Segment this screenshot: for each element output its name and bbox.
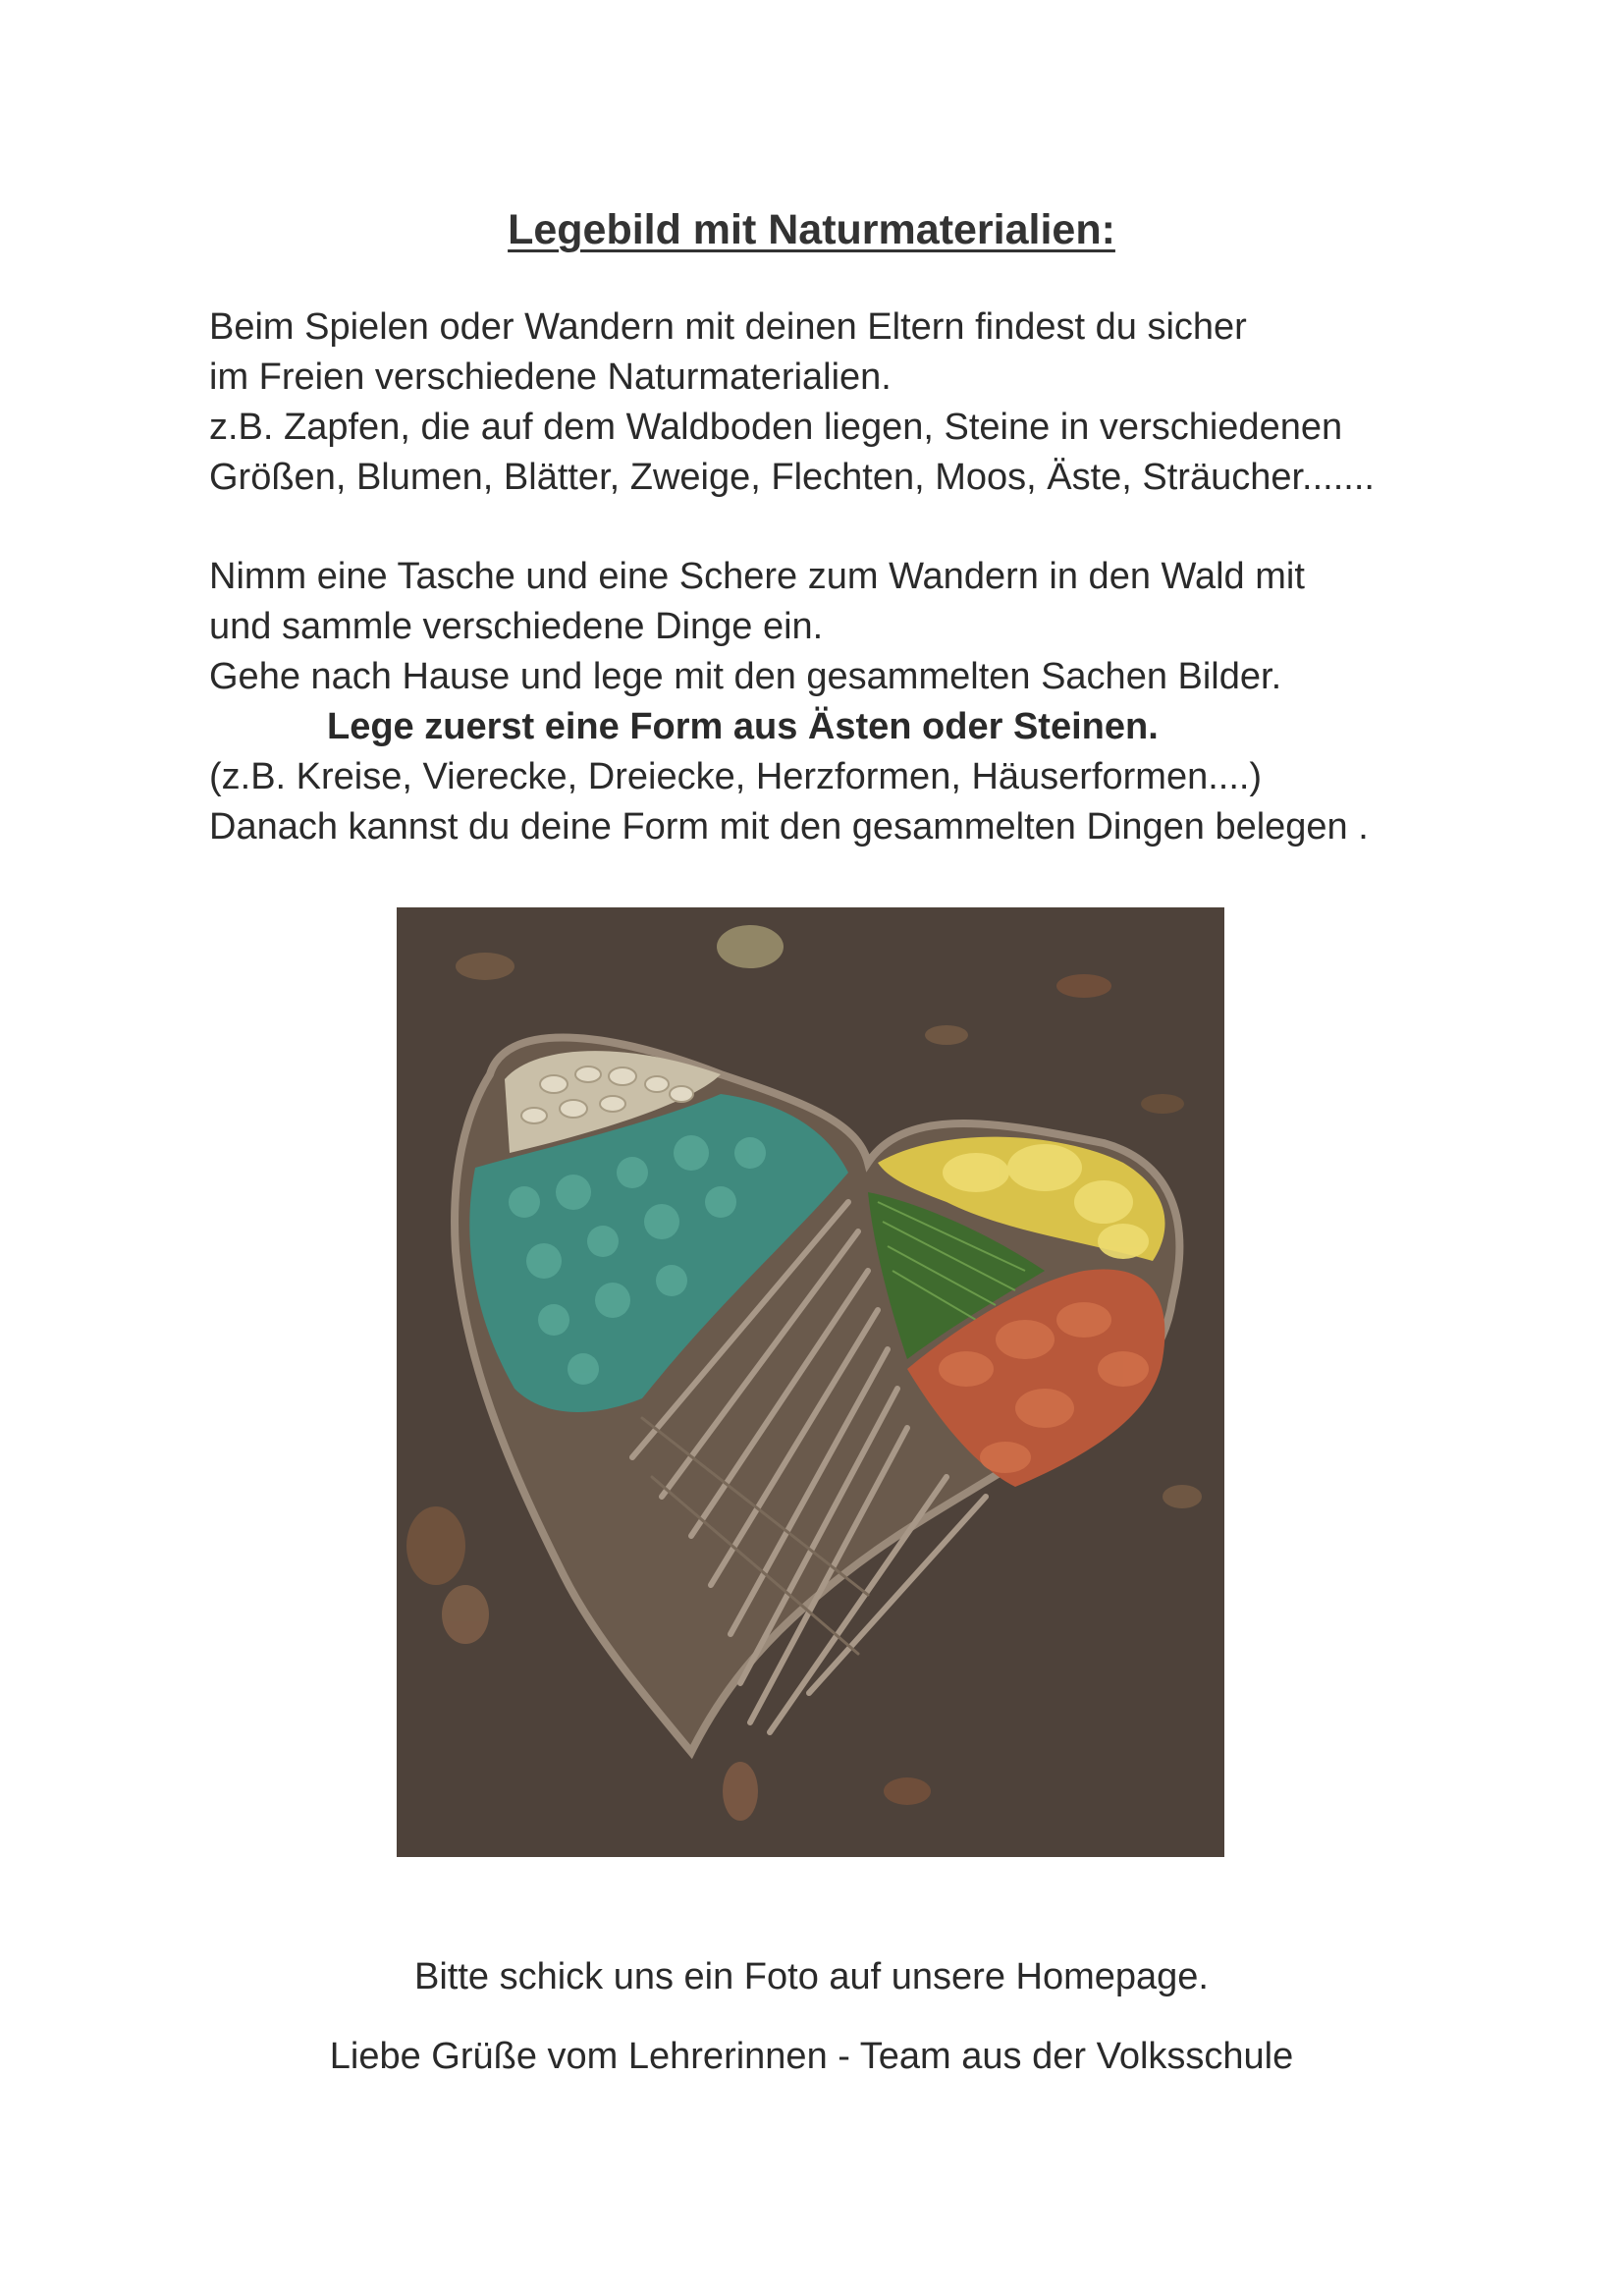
heart-nature-photo xyxy=(397,907,1224,1857)
text-line: Gehe nach Hause und lege mit den gesammelten Sachen Bilder. xyxy=(209,656,1282,697)
text-line: Beim Spielen oder Wandern mit deinen Eltern findest du sicher xyxy=(209,306,1247,348)
footer-request: Bitte schick uns ein Foto auf unsere Homepage. xyxy=(413,1956,1209,1997)
text-line: (z.B. Kreise, Vierecke, Dreiecke, Herzformen, Häuserformen....) xyxy=(209,756,1263,797)
footer-greeting: Liebe Grüße vom Lehrerinnen - Team aus der Volksschule xyxy=(329,2036,1294,2077)
text-line: Nimm eine Tasche und eine Schere zum Wandern in den Wald mit xyxy=(209,556,1305,597)
text-line: im Freien verschiedene Naturmaterialien. xyxy=(209,356,892,398)
bold-instruction-line: Lege zuerst eine Form aus Ästen oder Steinen. xyxy=(327,706,1159,747)
text-line: und sammle verschiedene Dinge ein. xyxy=(209,606,824,647)
text-line: z.B. Zapfen, die auf dem Waldboden liegen, Steine in verschiedenen xyxy=(209,407,1343,448)
intro-paragraph xyxy=(209,302,1375,503)
text-line: Größen, Blumen, Blätter, Zweige, Flechten, Moos, Äste, Sträucher....... xyxy=(209,457,1375,498)
page-title: Legebild mit Naturmaterialien: xyxy=(508,206,1115,253)
heart-nature-illustration xyxy=(397,907,1224,1857)
instructions-paragraph xyxy=(209,552,1369,852)
text-line: Danach kannst du deine Form mit den gesammelten Dingen belegen . xyxy=(209,806,1369,847)
